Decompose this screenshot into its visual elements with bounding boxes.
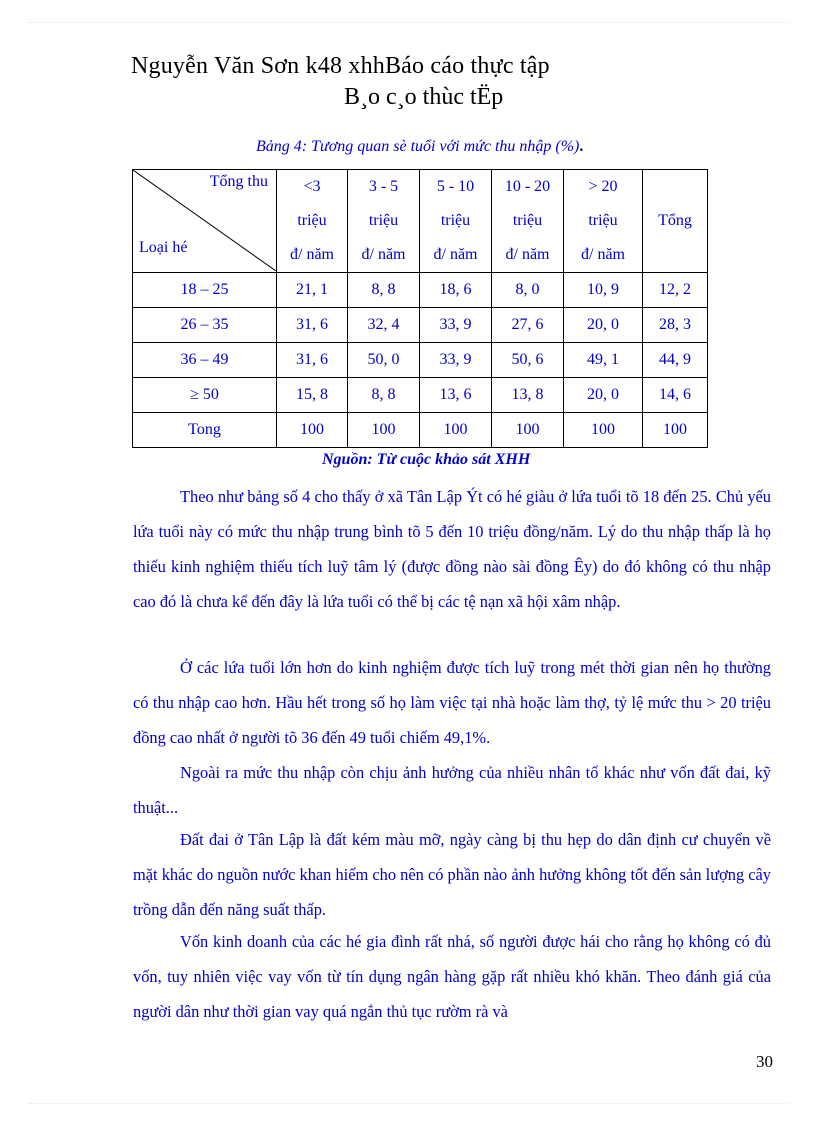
column-header-line3: đ/ năm — [581, 246, 625, 263]
column-header-line3: đ/ năm — [361, 246, 406, 263]
table-cell: 20, 0 — [564, 378, 643, 413]
table-cell: 44, 9 — [643, 343, 708, 378]
table-cell: 13, 6 — [420, 378, 492, 413]
table-cell: 15, 8 — [277, 378, 348, 413]
table-cell: 50, 0 — [348, 343, 420, 378]
table-cell: 18, 6 — [420, 273, 492, 308]
page-number: 30 — [756, 1052, 773, 1071]
body-paragraph-5: Vốn kinh doanh của các hé gia đình rất nhá, số người được hái cho rằng họ không có đủ vốn, tuy nhiên việc vay vốn từ tín dụng ngân hàng gặp rất nhiều khó khăn. Theo đánh giá của người dân như thời gian vay quá ngắn thủ tục rườm rà và — [133, 932, 771, 1021]
table-caption-end: . — [579, 138, 584, 155]
column-header-line1: <3 — [303, 178, 321, 195]
column-header — [564, 170, 643, 273]
row-label: 18 – 25 — [133, 273, 277, 308]
column-header-line1: 10 - 20 — [504, 178, 551, 195]
document-header-title: Nguyễn Văn Sơn k48 xhhBáo cáo thực tập — [131, 53, 550, 79]
corner-cell — [133, 170, 277, 273]
table-cell: 13, 8 — [492, 378, 564, 413]
column-header — [492, 170, 564, 273]
corner-bottom-label: Loại hé — [139, 239, 188, 256]
column-header-line1: 3 - 5 — [368, 178, 399, 195]
table-cell: 8, 0 — [492, 273, 564, 308]
total-column-header: Tổng — [643, 170, 708, 273]
row-label: Tong — [133, 413, 277, 448]
column-header-line2: triệu — [368, 212, 399, 229]
column-header-line2: triệu — [440, 212, 471, 229]
row-label: 36 – 49 — [133, 343, 277, 378]
column-header-line3: đ/ năm — [505, 246, 550, 263]
document-header-subtitle: B¸o c¸o thùc tËp — [344, 84, 504, 110]
table-cell: 8, 8 — [348, 378, 420, 413]
column-header-line3: đ/ năm — [433, 246, 478, 263]
table-cell: 49, 1 — [564, 343, 643, 378]
body-paragraph-3: Ngoài ra mức thu nhập còn chịu ảnh hưởng của nhiều nhân tố khác như vốn đất đai, kỹ thuật... — [133, 763, 771, 817]
table-cell: 27, 6 — [492, 308, 564, 343]
corner-top-label: Tổng thu — [209, 173, 268, 190]
table-header-row — [133, 170, 708, 273]
row-label: ≥ 50 — [133, 378, 277, 413]
table-cell: 14, 6 — [643, 378, 708, 413]
table-cell: 32, 4 — [348, 308, 420, 343]
column-header — [348, 170, 420, 273]
table-cell: 100 — [420, 413, 492, 448]
table-source-note: Nguồn: Từ cuộc khảo sát XHH — [322, 451, 531, 468]
table-cell: 10, 9 — [564, 273, 643, 308]
table-cell: 100 — [277, 413, 348, 448]
table-cell: 31, 6 — [277, 308, 348, 343]
table-caption-text: Bảng 4: Tương quan sè tuổi với mức thu nhập (%) — [256, 138, 580, 155]
table-cell: 50, 6 — [492, 343, 564, 378]
body-paragraph-4: Đất đai ở Tân Lập là đất kém màu mỡ, ngày càng bị thu hẹp do dân định cư chuyển về mặt khác do nguồn nước khan hiếm cho nên có phần nào ảnh hưởng không tốt đến sản lượng cây trồng dẫn đến năng suất thấp. — [133, 830, 771, 919]
column-header-line1: > 20 — [588, 178, 618, 195]
column-header — [420, 170, 492, 273]
table-cell: 21, 1 — [277, 273, 348, 308]
table-caption — [256, 138, 583, 156]
column-header-line1: 5 - 10 — [436, 178, 475, 195]
row-label: 26 – 35 — [133, 308, 277, 343]
income-age-table — [132, 169, 708, 448]
column-header-line3: đ/ năm — [290, 246, 334, 263]
table-row — [133, 308, 708, 343]
table-cell: 33, 9 — [420, 308, 492, 343]
column-header-line2: triệu — [588, 212, 618, 229]
table-cell: 100 — [348, 413, 420, 448]
body-paragraph-1: Theo như bảng số 4 cho thấy ở xã Tân Lập Ýt có hé giàu ở lứa tuổi tõ 18 đến 25. Chủ yếu lứa tuổi này có mức thu nhập trung bình tõ 5 đến 10 triệu đồng/năm. Lý do thu nhập thấp là họ thiếu kinh nghiệm thiếu tích luỹ tâm lý (được đồng nào sài đồng Êy) do đó không có thu nhập cao đó là chưa kể đến đây là lứa tuổi có thể bị các tệ nạn xã hội xâm nhập. — [133, 487, 771, 611]
table-cell: 100 — [492, 413, 564, 448]
column-header-line2: triệu — [512, 212, 543, 229]
table-row — [133, 343, 708, 378]
table-cell: 31, 6 — [277, 343, 348, 378]
table-cell: 28, 3 — [643, 308, 708, 343]
table-cell: 100 — [643, 413, 708, 448]
table-row — [133, 273, 708, 308]
table-cell: 12, 2 — [643, 273, 708, 308]
body-paragraph-2: Ở các lứa tuổi lớn hơn do kinh nghiệm được tích luỹ trong mét thời gian nên họ thường có thu nhập cao hơn. Hầu hết trong số họ làm việc tại nhà hoặc làm thợ, tỷ lệ mức thu > 20 triệu đồng cao nhất ở người tõ 36 đến 49 tuổi chiếm 49,1%. — [133, 658, 771, 747]
table-cell: 8, 8 — [348, 273, 420, 308]
table-cell: 33, 9 — [420, 343, 492, 378]
column-header-line2: triệu — [297, 212, 327, 229]
table-cell: 20, 0 — [564, 308, 643, 343]
table-row — [133, 378, 708, 413]
column-header — [277, 170, 348, 273]
table-total-row — [133, 413, 708, 448]
table-cell: 100 — [564, 413, 643, 448]
